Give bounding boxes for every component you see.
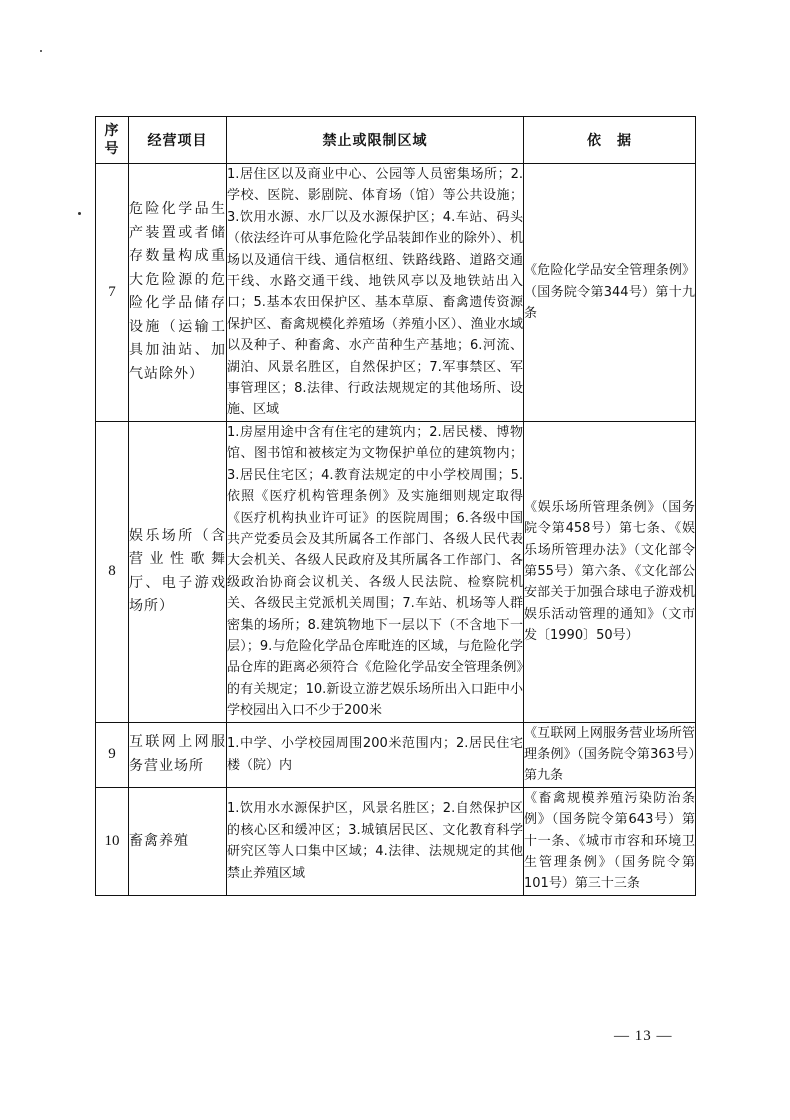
- row-number: 7: [96, 164, 129, 422]
- table-row: [96, 421, 696, 722]
- scan-speck: [78, 212, 81, 215]
- row-number: 10: [96, 787, 129, 895]
- row-area: 1.中学、小学校园周围200米范围内；2.居民住宅楼（院）内: [227, 722, 524, 787]
- row-basis: 《娱乐场所管理条例》（国务院令第458号）第七条、《娱乐场所管理办法》（文化部令第55号）第六条、《文化部公安部关于加强合球电子游戏机娱乐活动管理的通知》（文市发〔1990〕50号）: [524, 421, 696, 722]
- row-basis: 《畜禽规模养殖污染防治条例》（国务院令第643号）第十一条、《城市市容和环境卫生管理条例》（国务院令第101号）第三十三条: [524, 787, 696, 895]
- row-project: 互联网上网服务营业场所: [129, 722, 227, 787]
- header-project: 经营项目: [129, 117, 227, 164]
- restricted-areas-table: [95, 116, 696, 896]
- header-area: 禁止或限制区域: [227, 117, 524, 164]
- table-row: [96, 787, 696, 895]
- row-project: 娱乐场所（含营业性歌舞厅、电子游戏场所）: [129, 421, 227, 722]
- header-basis: 依 据: [524, 117, 696, 164]
- row-number: 8: [96, 421, 129, 722]
- header-seq-top: 序: [104, 123, 120, 139]
- row-project: 危险化学品生产装置或者储存数量构成重大危险源的危险化学品储存设施（运输工具加油站、加气站除外）: [129, 164, 227, 422]
- page-number: — 13 —: [614, 1028, 673, 1044]
- scan-speck: [40, 50, 42, 52]
- row-basis: 《危险化学品安全管理条例》（国务院令第344号）第十九条: [524, 164, 696, 422]
- table-row: [96, 722, 696, 787]
- row-number: 9: [96, 722, 129, 787]
- row-area: 1.饮用水水源保护区，风景名胜区；2.自然保护区的核心区和缓冲区；3.城镇居民区、文化教育科学研究区等人口集中区域；4.法律、法规规定的其他禁止养殖区域: [227, 787, 524, 895]
- table-row: [96, 164, 696, 422]
- table-header-row: [96, 117, 696, 164]
- row-area: 1.居住区以及商业中心、公园等人员密集场所；2.学校、医院、影剧院、体育场（馆）等公共设施；3.饮用水源、水厂以及水源保护区；4.车站、码头（依法经许可从事危险化学品装卸作业的除外）、机场以及通信干线、通信枢纽、铁路线路、道路交通干线、水路交通干线、地铁风亭以及地铁站出入口；5.基本农田保护区、基本草原、畜禽遗传资源保护区、畜禽规模化养殖场（养殖小区）、渔业水域以及种子、种畜禽、水产苗种生产基地；6.河流、湖泊、风景名胜区，自然保护区；7.军事禁区、军事管理区；8.法律、行政法规规定的其他场所、设施、区域: [227, 164, 524, 422]
- row-area: 1.房屋用途中含有住宅的建筑内；2.居民楼、博物馆、图书馆和被核定为文物保护单位的建筑物内；3.居民住宅区；4.教育法规定的中小学校周围；5.依照《医疗机构管理条例》及实施细则规定取得《医疗机构执业许可证》的医院周围；6.各级中国共产党委员会及其所属各工作部门、各级人民代表大会机关、各级人民政府及其所属各工作部门、各级政治协商会议机关、各级人民法院、检察院机关、各级民主党派机关周围；7.车站、机场等人群密集的场所；8.建筑物地下一层以下（不含地下一层）；9.与危险化学品仓库毗连的区域，与危险化学品仓库的距离必须符合《危险化学品安全管理条例》的有关规定；10.新设立游艺娱乐场所出入口距中小学校园出入口不少于200米: [227, 421, 524, 722]
- header-seq: [96, 117, 129, 164]
- header-seq-bottom: 号: [104, 141, 120, 157]
- row-basis: 《互联网上网服务营业场所管理条例》（国务院令第363号）第九条: [524, 722, 696, 787]
- row-project: 畜禽养殖: [129, 787, 227, 895]
